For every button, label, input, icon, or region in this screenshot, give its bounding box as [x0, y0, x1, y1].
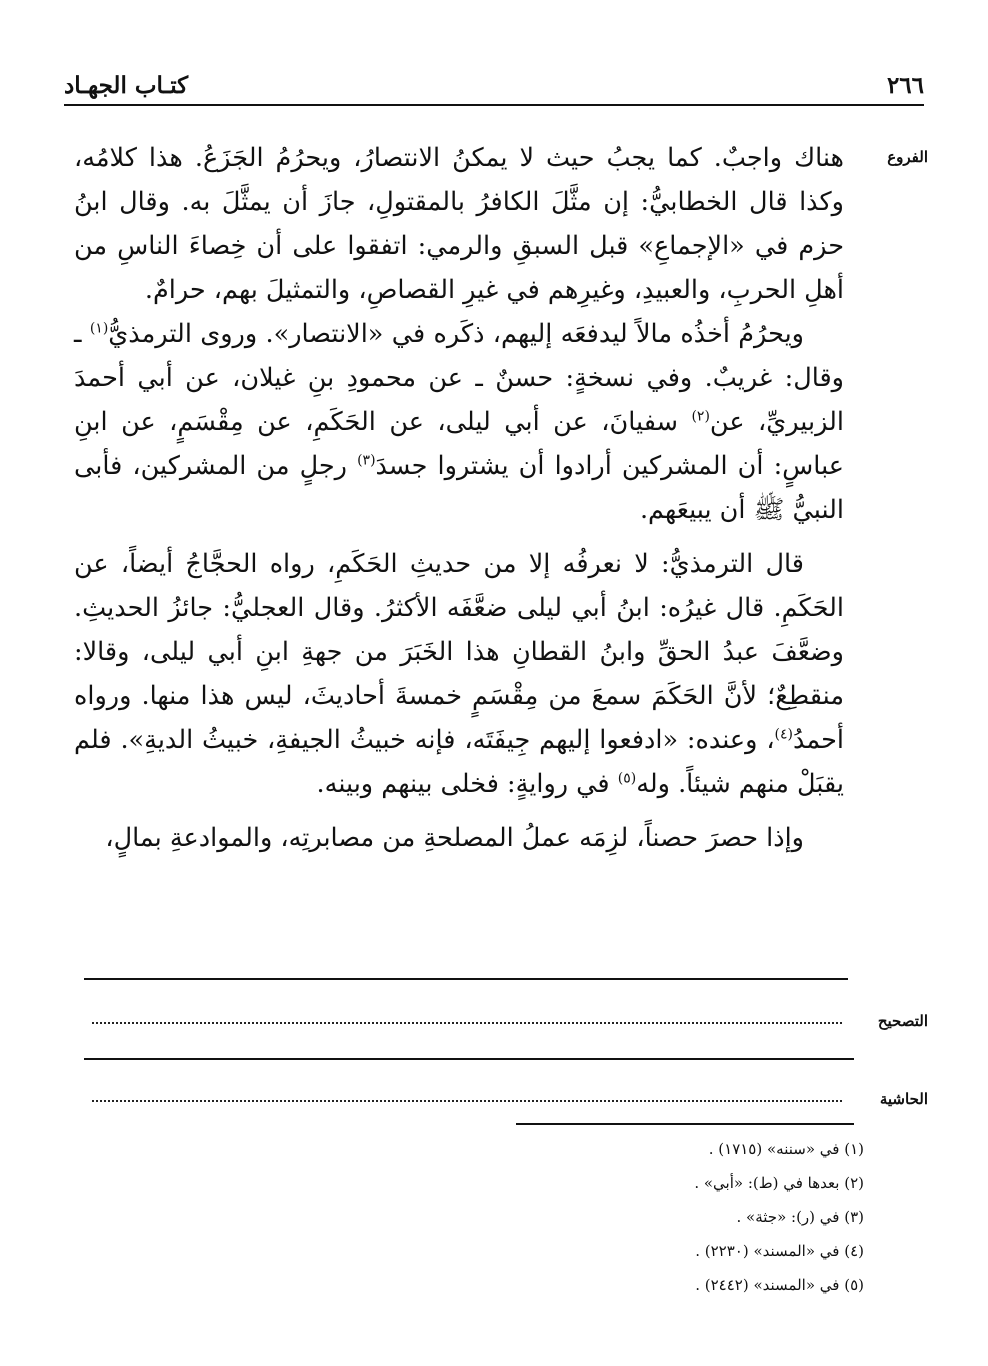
separator-rule — [84, 1058, 854, 1060]
footnote-4: (٤) في «المسند» (٢٢٣٠) . — [695, 1242, 864, 1260]
body-bottom-rule — [84, 978, 848, 980]
running-header — [64, 66, 924, 106]
footnote-5: (٥) في «المسند» (٢٤٤٢) . — [695, 1276, 864, 1294]
footnote-2: (٢) بعدها في (ط): «أبي» . — [694, 1174, 864, 1192]
paragraph-2: ويحرُمُ أخذُه مالاً ليدفعَه إليهم، ذكَره في «الانتصار». وروى الترمذيُّ$^{(١)}$ ـ وقال: غريبٌ. وفي نسخةٍ: حسنٌ ـ عن محمودِ بنِ غيلان، عن أبي أحمدَ الزبيريِّ، عن$^{(٢)}$ سفيانَ، عن أبي ليلى، عن الحَكَمِ، عن مِقْسَمٍ، عن ابنِ عباسٍ: أن المشركين أرادوا أن يشتروا جسدَ$^{(٣)}$ رجلٍ من المشركين، فأبى النبيُّ ﷺ أن يبيعَهم. — [74, 319, 844, 525]
page-number: ٢٦٦ — [886, 71, 924, 99]
footnote-ref-1: (١) — [89, 320, 109, 337]
paragraph-1: هناك واجبٌ. كما يجبُ حيث لا يمكنُ الانتصارُ، ويحرُمُ الجَزَعُ. هذا كلامُه، وكذا قال الخطابيُّ: إن مثَّلَ الكافرُ بالمقتولِ، جازَ أن يمثَّلَ به. وقال ابنُ حزم في «الإجماعِ» قبل السبقِ والرمي: اتفقوا على أن خِصاءَ الناسِ من أهلِ الحربِ، والعبيدِ، وغيرِهم في غيرِ القصاصِ، والتمثيلَ بهم، حرامٌ. — [74, 143, 844, 305]
correction-dotted-line — [92, 1022, 842, 1024]
footnote-ref-4: (٤) — [774, 726, 794, 743]
notes-dotted-line — [92, 1100, 842, 1102]
main-text — [74, 136, 844, 860]
footnotes — [694, 1132, 864, 1302]
footnote-ref-5: (٥) — [617, 770, 637, 787]
footnote-3: (٣) في (ر): «جثة» . — [736, 1208, 864, 1226]
footnote-ref-3: (٣) — [357, 452, 376, 469]
section-label: الفروع — [887, 148, 928, 166]
correction-label: التصحيح — [877, 1012, 928, 1030]
footnote-ref-2: (٢) — [691, 408, 710, 425]
book-title: كتـاب الجهـاد — [64, 71, 189, 99]
footnote-rule — [516, 1123, 854, 1125]
paragraph-3: قال الترمذيُّ: لا نعرفُه إلا من حديثِ الحَكَمِ، رواه الحجَّاجُ أيضاً، عن الحَكَمِ. قال غيرُه: ابنُ أبي ليلى ضعَّفَه الأكثرُ. وقال العجليُّ: جائزُ الحديثِ. وضعَّفَ عبدُ الحقِّ وابنُ القطانِ هذا الخَبَرَ من جهةِ ابنِ أبي ليلى، وقالا: منقطِعٌ؛ لأنَّ الحَكَمَ سمعَ من مِقْسَمٍ خمسةَ أحاديثَ، ليس هذا منها. ورواه أحمدُ$^{(٤)}$، وعنده: «ادفعوا إليهم جِيفَتَه، فإنه خبيثُ الجيفةِ، خبيثُ الديةِ». فلم يقبَلْ منهم شيئاً. وله$^{(٥)}$ في روايةٍ: فخلى بينهم وبينه. — [74, 549, 844, 799]
footnote-1: (١) في «سننه» (١٧١٥) . — [708, 1140, 864, 1158]
notes-label: الحاشية — [879, 1090, 928, 1108]
paragraph-4: وإذا حصرَ حصناً، لزِمَه عملُ المصلحةِ من مصابرتِه، والموادعةِ بمالٍ، — [105, 823, 804, 853]
